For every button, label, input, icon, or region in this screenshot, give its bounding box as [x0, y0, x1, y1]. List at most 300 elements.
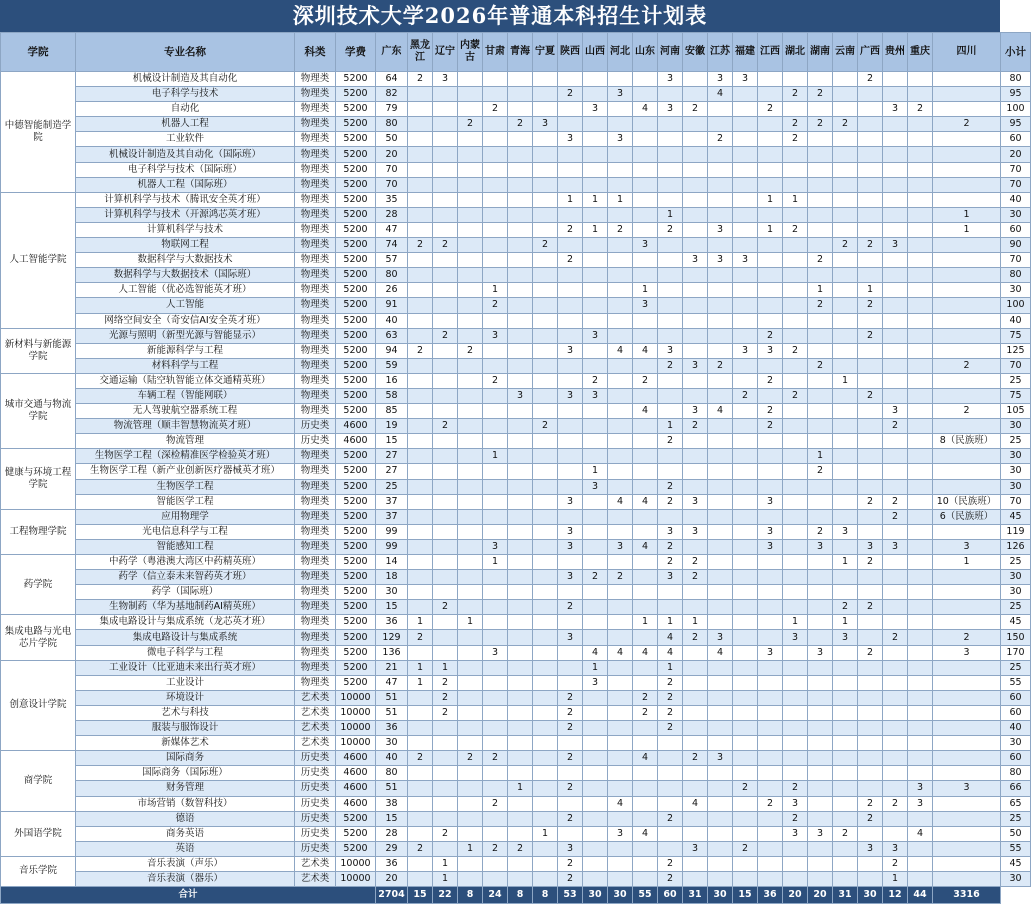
- quota-cell: [783, 736, 808, 751]
- quota-cell: [758, 811, 783, 826]
- quota-cell: [433, 781, 458, 796]
- subtotal-cell: 60: [1001, 751, 1031, 766]
- quota-cell: [933, 102, 1001, 117]
- quota-cell: 2: [908, 102, 933, 117]
- quota-cell: 30: [376, 585, 408, 600]
- quota-cell: [658, 509, 683, 524]
- quota-cell: [408, 177, 433, 192]
- table-row: [1, 494, 1031, 509]
- subtotal-cell: 75: [1001, 328, 1031, 343]
- quota-cell: [883, 162, 908, 177]
- quota-cell: [758, 313, 783, 328]
- quota-cell: 1: [458, 841, 483, 856]
- quota-cell: 58: [376, 388, 408, 403]
- quota-cell: 2: [858, 298, 883, 313]
- quota-cell: [758, 736, 783, 751]
- quota-cell: [583, 811, 608, 826]
- quota-cell: 2: [758, 404, 783, 419]
- quota-cell: 16: [376, 373, 408, 388]
- quota-cell: [483, 811, 508, 826]
- quota-cell: [833, 449, 858, 464]
- tuition-cell: 5200: [336, 177, 376, 192]
- tuition-cell: 5200: [336, 675, 376, 690]
- quota-cell: [858, 434, 883, 449]
- quota-cell: 2: [433, 826, 458, 841]
- quota-cell: [833, 132, 858, 147]
- quota-cell: [883, 132, 908, 147]
- subject-type-cell: 历史类: [295, 841, 336, 856]
- quota-cell: [633, 600, 658, 615]
- quota-cell: 20: [376, 147, 408, 162]
- major-name-cell: 自动化: [76, 102, 295, 117]
- quota-cell: [683, 464, 708, 479]
- quota-cell: [883, 373, 908, 388]
- quota-cell: 2: [433, 328, 458, 343]
- quota-cell: [633, 117, 658, 132]
- quota-cell: [908, 841, 933, 856]
- quota-cell: 3: [758, 343, 783, 358]
- quota-cell: [683, 434, 708, 449]
- quota-cell: [708, 615, 733, 630]
- quota-cell: [683, 283, 708, 298]
- quota-cell: [733, 630, 758, 645]
- quota-cell: 4: [633, 826, 658, 841]
- quota-cell: [508, 796, 533, 811]
- subject-type-cell: 物理类: [295, 479, 336, 494]
- quota-cell: 2: [433, 705, 458, 720]
- quota-cell: 3: [883, 841, 908, 856]
- quota-cell: [483, 464, 508, 479]
- quota-cell: [508, 283, 533, 298]
- quota-cell: [558, 796, 583, 811]
- quota-cell: [833, 751, 858, 766]
- quota-cell: [483, 630, 508, 645]
- quota-cell: [933, 268, 1001, 283]
- quota-cell: [733, 117, 758, 132]
- quota-cell: 1: [458, 615, 483, 630]
- quota-cell: [908, 479, 933, 494]
- table-row: [1, 585, 1031, 600]
- quota-cell: [508, 539, 533, 554]
- quota-cell: [858, 705, 883, 720]
- quota-cell: [508, 328, 533, 343]
- quota-cell: [558, 615, 583, 630]
- college-cell: 音乐学院: [1, 856, 76, 886]
- quota-cell: [533, 479, 558, 494]
- quota-cell: [608, 117, 633, 132]
- quota-cell: 3: [583, 479, 608, 494]
- quota-cell: [558, 162, 583, 177]
- quota-cell: 2: [783, 117, 808, 132]
- quota-cell: [908, 705, 933, 720]
- subject-type-cell: 物理类: [295, 585, 336, 600]
- quota-cell: [833, 736, 858, 751]
- quota-cell: 3: [558, 494, 583, 509]
- quota-cell: [683, 585, 708, 600]
- quota-cell: 50: [376, 132, 408, 147]
- quota-cell: [883, 464, 908, 479]
- quota-cell: 1: [483, 449, 508, 464]
- quota-cell: 3: [933, 539, 1001, 554]
- quota-cell: 1: [683, 615, 708, 630]
- enrollment-plan-table: [0, 32, 1031, 904]
- quota-cell: 2: [783, 811, 808, 826]
- quota-cell: 2: [658, 705, 683, 720]
- quota-cell: [833, 675, 858, 690]
- quota-cell: 2: [483, 751, 508, 766]
- quota-cell: [883, 298, 908, 313]
- quota-cell: 3: [883, 102, 908, 117]
- quota-cell: [608, 630, 633, 645]
- quota-cell: [608, 766, 633, 781]
- quota-cell: [533, 298, 558, 313]
- quota-cell: [408, 207, 433, 222]
- quota-cell: [633, 328, 658, 343]
- major-name-cell: 交通运输（陆空轨智能立体交通精英班）: [76, 373, 295, 388]
- quota-cell: [658, 117, 683, 132]
- quota-cell: 2: [558, 600, 583, 615]
- quota-cell: [508, 207, 533, 222]
- quota-cell: [658, 404, 683, 419]
- quota-cell: 2: [858, 811, 883, 826]
- header-cell: 福建: [733, 33, 758, 72]
- quota-cell: [683, 660, 708, 675]
- quota-cell: 2: [933, 630, 1001, 645]
- quota-cell: [608, 479, 633, 494]
- quota-cell: [733, 570, 758, 585]
- subject-type-cell: 物理类: [295, 449, 336, 464]
- table-row: [1, 766, 1031, 781]
- total-value-cell: 12: [883, 887, 908, 904]
- quota-cell: [608, 781, 633, 796]
- quota-cell: [783, 751, 808, 766]
- quota-cell: [933, 826, 1001, 841]
- quota-cell: [758, 147, 783, 162]
- quota-cell: [558, 177, 583, 192]
- quota-cell: [558, 102, 583, 117]
- quota-cell: 3: [508, 388, 533, 403]
- quota-cell: [658, 313, 683, 328]
- quota-cell: [508, 147, 533, 162]
- table-row: [1, 539, 1031, 554]
- quota-cell: [408, 736, 433, 751]
- quota-cell: [558, 464, 583, 479]
- major-name-cell: 机械设计制造及其自动化: [76, 72, 295, 87]
- quota-cell: [583, 253, 608, 268]
- quota-cell: 2: [858, 388, 883, 403]
- quota-cell: 1: [858, 283, 883, 298]
- subject-type-cell: 历史类: [295, 751, 336, 766]
- quota-cell: [408, 449, 433, 464]
- subject-type-cell: 物理类: [295, 358, 336, 373]
- quota-cell: [658, 464, 683, 479]
- quota-cell: 3: [558, 841, 583, 856]
- quota-cell: [583, 268, 608, 283]
- quota-cell: [933, 238, 1001, 253]
- quota-cell: 1: [583, 222, 608, 237]
- quota-cell: [883, 811, 908, 826]
- quota-cell: [908, 509, 933, 524]
- quota-cell: [483, 388, 508, 403]
- subtotal-cell: 30: [1001, 585, 1031, 600]
- quota-cell: [533, 132, 558, 147]
- quota-cell: [483, 87, 508, 102]
- subtotal-cell: 150: [1001, 630, 1031, 645]
- subject-type-cell: 物理类: [295, 555, 336, 570]
- quota-cell: [758, 358, 783, 373]
- quota-cell: [808, 555, 833, 570]
- quota-cell: [908, 283, 933, 298]
- quota-cell: [783, 645, 808, 660]
- subject-type-cell: 物理类: [295, 509, 336, 524]
- tuition-cell: 5200: [336, 388, 376, 403]
- total-value-cell: 30: [708, 887, 733, 904]
- quota-cell: 1: [808, 449, 833, 464]
- quota-cell: 4: [583, 645, 608, 660]
- quota-cell: [658, 841, 683, 856]
- quota-cell: [858, 343, 883, 358]
- quota-cell: [533, 87, 558, 102]
- quota-cell: [833, 841, 858, 856]
- quota-cell: [758, 585, 783, 600]
- quota-cell: [433, 343, 458, 358]
- quota-cell: [433, 132, 458, 147]
- quota-cell: [783, 434, 808, 449]
- quota-cell: [808, 373, 833, 388]
- quota-cell: [808, 419, 833, 434]
- quota-cell: [508, 479, 533, 494]
- quota-cell: [883, 72, 908, 87]
- quota-cell: [933, 570, 1001, 585]
- quota-cell: [558, 238, 583, 253]
- quota-cell: [733, 615, 758, 630]
- quota-cell: [583, 162, 608, 177]
- quota-cell: [708, 539, 733, 554]
- quota-cell: [833, 268, 858, 283]
- total-value-cell: 20: [783, 887, 808, 904]
- quota-cell: [508, 253, 533, 268]
- quota-cell: 3: [658, 72, 683, 87]
- quota-cell: [483, 856, 508, 871]
- subject-type-cell: 艺术类: [295, 690, 336, 705]
- quota-cell: [633, 222, 658, 237]
- subtotal-cell: 50: [1001, 826, 1031, 841]
- quota-cell: [708, 509, 733, 524]
- tuition-cell: 5200: [336, 87, 376, 102]
- quota-cell: [408, 856, 433, 871]
- quota-cell: [458, 449, 483, 464]
- subject-type-cell: 物理类: [295, 464, 336, 479]
- quota-cell: [408, 434, 433, 449]
- quota-cell: [633, 630, 658, 645]
- quota-cell: [683, 600, 708, 615]
- quota-cell: 2: [658, 494, 683, 509]
- quota-cell: [683, 177, 708, 192]
- quota-cell: [858, 585, 883, 600]
- quota-cell: [533, 464, 558, 479]
- quota-cell: [808, 388, 833, 403]
- quota-cell: [908, 388, 933, 403]
- quota-cell: [933, 328, 1001, 343]
- major-name-cell: 应用物理学: [76, 509, 295, 524]
- quota-cell: [633, 721, 658, 736]
- quota-cell: [858, 570, 883, 585]
- quota-cell: 3: [858, 539, 883, 554]
- subject-type-cell: 历史类: [295, 826, 336, 841]
- quota-cell: [833, 660, 858, 675]
- quota-cell: [858, 871, 883, 886]
- quota-cell: [733, 449, 758, 464]
- quota-cell: [583, 238, 608, 253]
- quota-cell: 2: [658, 358, 683, 373]
- quota-cell: [583, 72, 608, 87]
- quota-cell: [858, 192, 883, 207]
- header-cell: 湖北: [783, 33, 808, 72]
- quota-cell: [783, 600, 808, 615]
- quota-cell: [483, 524, 508, 539]
- quota-cell: [483, 404, 508, 419]
- subtotal-cell: 25: [1001, 434, 1031, 449]
- quota-cell: 2: [558, 690, 583, 705]
- quota-cell: [458, 298, 483, 313]
- header-cell: 学院: [1, 33, 76, 72]
- quota-cell: [833, 328, 858, 343]
- subject-type-cell: 物理类: [295, 675, 336, 690]
- quota-cell: [408, 328, 433, 343]
- header-cell: 河北: [608, 33, 633, 72]
- total-value-cell: 44: [908, 887, 933, 904]
- quota-cell: [558, 736, 583, 751]
- quota-cell: [758, 117, 783, 132]
- quota-cell: [458, 132, 483, 147]
- total-value-cell: 30: [858, 887, 883, 904]
- subject-type-cell: 物理类: [295, 298, 336, 313]
- quota-cell: [533, 147, 558, 162]
- quota-cell: [533, 856, 558, 871]
- quota-cell: [708, 449, 733, 464]
- quota-cell: [733, 328, 758, 343]
- quota-cell: [483, 117, 508, 132]
- quota-cell: [733, 192, 758, 207]
- quota-cell: [408, 132, 433, 147]
- quota-cell: [858, 268, 883, 283]
- quota-cell: 129: [376, 630, 408, 645]
- quota-cell: [833, 162, 858, 177]
- quota-cell: 18: [376, 570, 408, 585]
- major-name-cell: 计算机科学与技术（开源鸿芯英才班）: [76, 207, 295, 222]
- quota-cell: [458, 313, 483, 328]
- quota-cell: [408, 645, 433, 660]
- quota-cell: [933, 856, 1001, 871]
- quota-cell: [808, 766, 833, 781]
- quota-cell: [883, 705, 908, 720]
- major-name-cell: 数据科学与大数据技术（国际班）: [76, 268, 295, 283]
- subject-type-cell: 物理类: [295, 373, 336, 388]
- header-cell: 山东: [633, 33, 658, 72]
- quota-cell: [633, 192, 658, 207]
- quota-cell: [758, 434, 783, 449]
- table-row: [1, 690, 1031, 705]
- quota-cell: 3: [733, 72, 758, 87]
- subtotal-cell: 80: [1001, 268, 1031, 283]
- quota-cell: [883, 645, 908, 660]
- quota-cell: 3: [583, 388, 608, 403]
- quota-cell: [658, 298, 683, 313]
- total-value-cell: 22: [433, 887, 458, 904]
- subject-type-cell: 物理类: [295, 343, 336, 358]
- header-cell: 专业名称: [76, 33, 295, 72]
- quota-cell: [908, 117, 933, 132]
- quota-cell: 2: [658, 721, 683, 736]
- quota-cell: 3: [658, 343, 683, 358]
- subtotal-cell: 70: [1001, 494, 1031, 509]
- subject-type-cell: 历史类: [295, 766, 336, 781]
- quota-cell: [883, 721, 908, 736]
- quota-cell: [883, 388, 908, 403]
- quota-cell: [483, 736, 508, 751]
- quota-cell: [933, 585, 1001, 600]
- quota-cell: [758, 238, 783, 253]
- quota-cell: [883, 585, 908, 600]
- quota-cell: [408, 766, 433, 781]
- tuition-cell: 10000: [336, 690, 376, 705]
- subtotal-cell: 40: [1001, 313, 1031, 328]
- total-value-cell: 3316: [933, 887, 1001, 904]
- quota-cell: 2: [458, 343, 483, 358]
- quota-cell: 1: [758, 222, 783, 237]
- quota-cell: [708, 555, 733, 570]
- quota-cell: 2: [658, 539, 683, 554]
- quota-cell: [708, 434, 733, 449]
- quota-cell: [583, 404, 608, 419]
- quota-cell: [858, 781, 883, 796]
- quota-cell: [708, 162, 733, 177]
- subtotal-cell: 80: [1001, 72, 1031, 87]
- quota-cell: [858, 207, 883, 222]
- quota-cell: 2: [858, 494, 883, 509]
- quota-cell: [633, 268, 658, 283]
- quota-cell: [483, 675, 508, 690]
- quota-cell: 82: [376, 87, 408, 102]
- quota-cell: [933, 871, 1001, 886]
- quota-cell: [758, 253, 783, 268]
- quota-cell: [683, 705, 708, 720]
- quota-cell: [433, 796, 458, 811]
- quota-cell: 1: [933, 222, 1001, 237]
- quota-cell: 2: [658, 434, 683, 449]
- quota-cell: [483, 871, 508, 886]
- quota-cell: 3: [583, 675, 608, 690]
- quota-cell: [533, 539, 558, 554]
- quota-cell: [858, 766, 883, 781]
- total-value-cell: 30: [608, 887, 633, 904]
- quota-cell: 2: [833, 238, 858, 253]
- quota-cell: [433, 766, 458, 781]
- quota-cell: 3: [683, 494, 708, 509]
- quota-cell: [583, 826, 608, 841]
- quota-cell: 15: [376, 434, 408, 449]
- quota-cell: 1: [633, 283, 658, 298]
- quota-cell: [558, 675, 583, 690]
- subject-type-cell: 历史类: [295, 419, 336, 434]
- quota-cell: 4: [708, 645, 733, 660]
- quota-cell: [908, 238, 933, 253]
- quota-cell: [583, 177, 608, 192]
- quota-cell: 3: [558, 539, 583, 554]
- quota-cell: [758, 207, 783, 222]
- quota-cell: [433, 509, 458, 524]
- quota-cell: [408, 147, 433, 162]
